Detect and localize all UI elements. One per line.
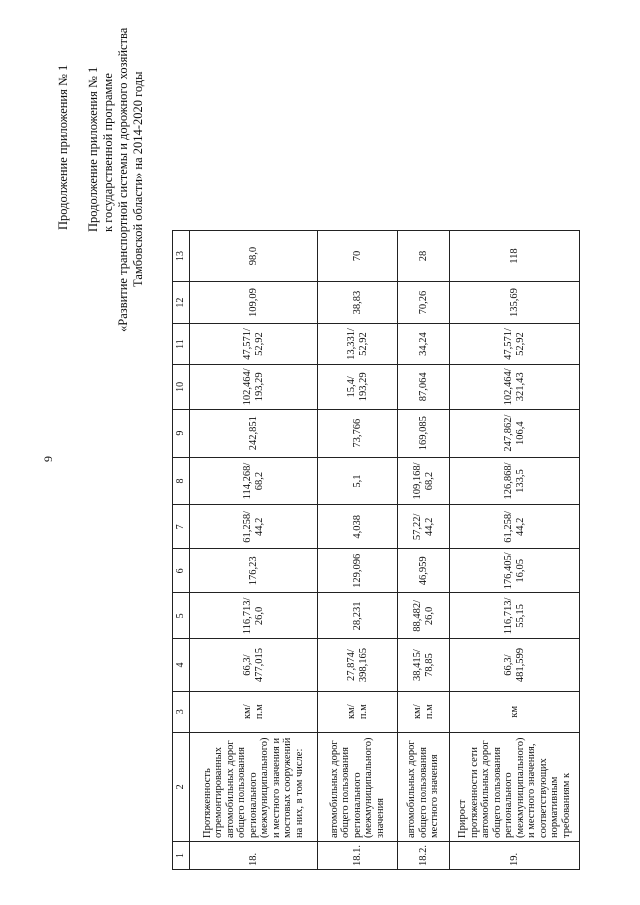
page-number: 9	[41, 456, 55, 462]
row-name: Прирост протяженности сети автомобильных дорог общего пользования регионального (межмуниципального) и местного значения, соответствующих нормативным требованиям к	[450, 732, 580, 841]
value-2017: 61,258/ 44,2	[190, 505, 318, 549]
value-2018: 114,268/ 68,2	[190, 457, 318, 505]
value-2016: 176,23	[190, 549, 318, 593]
row-id: 19.	[450, 842, 580, 870]
header-continuation-2: Продолжение приложения № 1	[86, 66, 100, 232]
column-number-row	[173, 231, 190, 870]
value-2015: 116,713/ 26,0	[190, 593, 318, 639]
value-2019: 73,766	[318, 409, 398, 457]
row-unit: км/ п.м	[190, 691, 318, 732]
col-num-1: 1	[173, 842, 190, 870]
col-num-6: 6	[173, 549, 190, 593]
value-2020: 15,4/ 193,29	[318, 364, 398, 409]
table-row-18	[190, 231, 318, 870]
value-col-11: 47,571/ 52,92	[190, 324, 318, 365]
col-num-3: 3	[173, 691, 190, 732]
value-2017: 4,038	[318, 505, 398, 549]
row-unit: км/ п.м	[398, 691, 450, 732]
header-continuation-1: Продолжение приложения № 1	[56, 64, 70, 230]
header-program-ref: к государственной программе	[101, 73, 115, 232]
row-unit: км	[450, 691, 580, 732]
row-unit: км/ п.м	[318, 691, 398, 732]
value-2018: 126,868/ 133,5	[450, 457, 580, 505]
value-col-11: 13,331/ 52,92	[318, 324, 398, 365]
table-row-18-2	[398, 231, 450, 870]
col-num-2: 2	[173, 732, 190, 841]
header-program-title: «Развитие транспортной системы и дорожного хозяйства	[116, 27, 130, 332]
value-2018: 5,1	[318, 457, 398, 505]
col-num-9: 9	[173, 409, 190, 457]
value-col-13: 118	[450, 231, 580, 282]
value-col-12: 38,83	[318, 282, 398, 324]
col-num-4: 4	[173, 639, 190, 691]
value-2016: 129,096	[318, 549, 398, 593]
col-num-10: 10	[173, 364, 190, 409]
value-2017: 61,258/ 44,2	[450, 505, 580, 549]
col-num-13: 13	[173, 231, 190, 282]
table-row-18-1	[318, 231, 398, 870]
value-2016: 46,959	[398, 549, 450, 593]
value-2015: 116,713/ 55,15	[450, 593, 580, 639]
value-col-13: 70	[318, 231, 398, 282]
value-2019: 242,851	[190, 409, 318, 457]
value-col-13: 98,0	[190, 231, 318, 282]
row-name: автомобильных дорог общего пользования местного значения	[398, 732, 450, 841]
row-id: 18.	[190, 842, 318, 870]
table-row-19	[450, 231, 580, 870]
value-col-11: 47,571/ 52,92	[450, 324, 580, 365]
value-2015: 28,231	[318, 593, 398, 639]
value-2018: 109,168/ 68,2	[398, 457, 450, 505]
row-name: Протяженность отремонтированных автомобильных дорог общего пользования регионального (межмуниципального) и местного значения и мостовых сооружений на них, в том числе:	[190, 732, 318, 841]
value-2020: 102,464/ 321,43	[450, 364, 580, 409]
value-2020: 87,064	[398, 364, 450, 409]
value-col-12: 70,26	[398, 282, 450, 324]
col-num-5: 5	[173, 593, 190, 639]
value-col-12: 135,69	[450, 282, 580, 324]
row-id: 18.1.	[318, 842, 398, 870]
value-2016: 176,405/ 16,05	[450, 549, 580, 593]
value-2014: 27,874/ 398,165	[318, 639, 398, 691]
col-num-11: 11	[173, 324, 190, 365]
value-2014: 66,3/ 477,015	[190, 639, 318, 691]
row-name: автомобильных дорог общего пользования регионального (межмуниципального) значения	[318, 732, 398, 841]
col-num-12: 12	[173, 282, 190, 324]
value-2019: 247,862/ 106,4	[450, 409, 580, 457]
value-2015: 88,482/ 26,0	[398, 593, 450, 639]
col-num-8: 8	[173, 457, 190, 505]
header-program-years: Тамбовской области» на 2014-2020 годы	[131, 71, 145, 287]
value-col-11: 34,24	[398, 324, 450, 365]
col-num-7: 7	[173, 505, 190, 549]
value-col-13: 28	[398, 231, 450, 282]
value-2019: 169,085	[398, 409, 450, 457]
indicators-table	[172, 230, 580, 870]
value-2014: 66,3/ 481,599	[450, 639, 580, 691]
value-2017: 57,22/ 44,2	[398, 505, 450, 549]
value-2014: 38,415/ 78,85	[398, 639, 450, 691]
value-col-12: 109,09	[190, 282, 318, 324]
row-id: 18.2.	[398, 842, 450, 870]
value-2020: 102,464/ 193,29	[190, 364, 318, 409]
